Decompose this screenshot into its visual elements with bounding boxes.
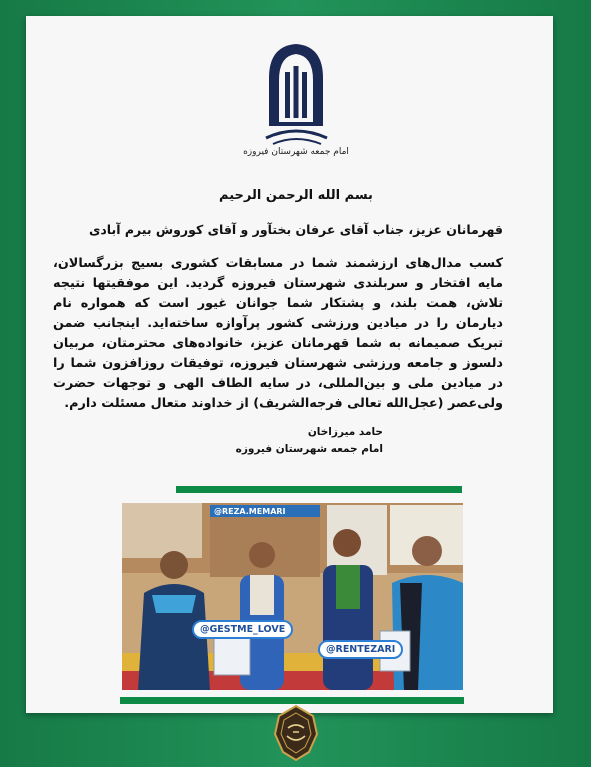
letter-body: کسب مدال‌های ارزشمند شما در مسابقات کشوری بسیج بزرگسالان، مایه افتخار و سربلندی شهرستان فیروزه گردید. این موفقیتها نتیجه تلاش، همت بلند، و پشتکار شما جوانان غیور است که همواره نام دیارمان را در میادین ورزشی کشور پرآوازه ساخته‌اید. اینجانب ضمن تبریک صمیمانه به شما قهرمانان عزیز، خانواده‌های محترمتان، مربیان دلسوز و جامعه ورزشی شهرستان فیروزه، توفیقات روزافزون شما را در میادین ملی و بین‌المللی، در سایه الطاف الهی و توجهات حضرت ولی‌عصر (عجل‌الله تعالی فرجه‌الشریف) از خداوند متعال مسئلت دارم. <box>53 256 503 411</box>
salutation: قهرمانان عزیز، جناب آقای عرفان بختآور و آقای کوروش بیرم آبادی <box>88 222 503 237</box>
team-photo <box>122 503 463 690</box>
basmala: بسم الله الرحمن الرحیم <box>219 188 373 203</box>
letter-paper <box>26 16 553 713</box>
photo-scene <box>122 503 463 690</box>
accent-bar-top <box>176 486 462 493</box>
social-tag-left: @GESTME_LOVE <box>192 620 293 639</box>
social-tag-right: @RENTEZARI <box>318 640 403 659</box>
seal-logo-icon <box>261 38 331 148</box>
signature-name: حامد میرزاخان <box>307 426 383 438</box>
accent-bar-bottom <box>120 697 464 704</box>
seal-caption: امام جمعه شهرستان فیروزه <box>243 147 349 157</box>
calligraphy-emblem-icon <box>273 704 319 762</box>
signature-title: امام جمعه شهرستان فیروزه <box>235 443 383 455</box>
banner-text: @REZA.MEMARI <box>214 507 286 516</box>
